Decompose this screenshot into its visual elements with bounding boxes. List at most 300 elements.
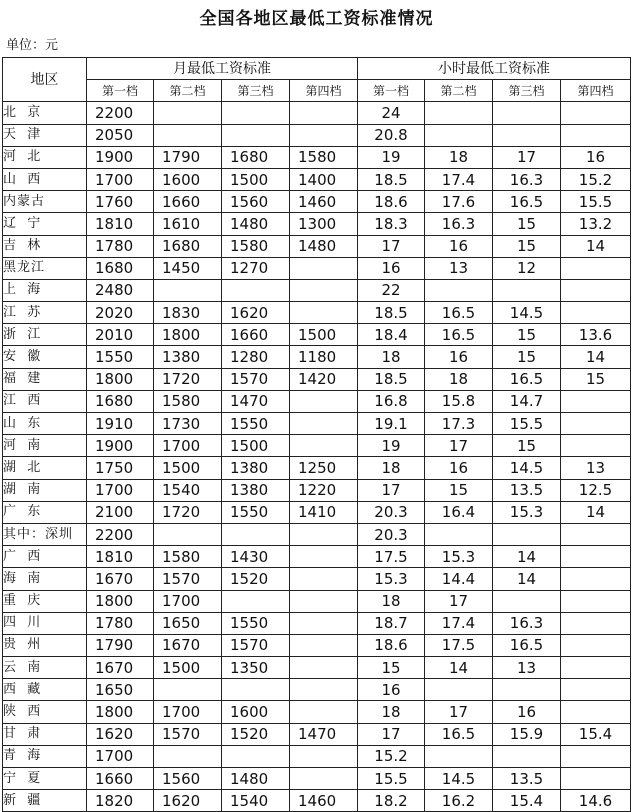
hourly-tier-2-value: 17 <box>425 590 493 612</box>
monthly-tier-2-value: 1720 <box>154 501 222 523</box>
region-name: 安 徽 <box>3 346 87 368</box>
hourly-tier-1-value: 17 <box>358 723 425 745</box>
hourly-tier-4-value: 16 <box>561 146 631 168</box>
monthly-tier-1-value: 2050 <box>87 124 154 146</box>
monthly-tier-3-value: 1570 <box>222 368 290 390</box>
monthly-tier-3-value: 1580 <box>222 235 290 257</box>
hourly-tier-4-value: 13.2 <box>561 213 631 235</box>
hourly-tier-3-value <box>493 279 561 301</box>
hourly-tier-3-value: 14.5 <box>493 302 561 324</box>
hourly-tier-1-value: 18.4 <box>358 324 425 346</box>
table-row <box>3 523 631 545</box>
table-row <box>3 146 631 168</box>
hourly-tier-4-value: 13.6 <box>561 324 631 346</box>
region-name: 北 京 <box>3 102 87 124</box>
hourly-tier-4-value <box>561 102 631 124</box>
monthly-tier-4-value: 1470 <box>290 723 358 745</box>
region-name: 陕 西 <box>3 701 87 723</box>
hourly-tier-2-value: 16.2 <box>425 790 493 812</box>
monthly-tier-3-value <box>222 679 290 701</box>
monthly-tier-3-value <box>222 102 290 124</box>
hourly-tier-1-value: 22 <box>358 279 425 301</box>
hourly-tier-1-value: 15.5 <box>358 768 425 790</box>
hourly-tier-2-value: 18 <box>425 146 493 168</box>
monthly-tier-1-value: 1780 <box>87 235 154 257</box>
hourly-tier-4-value <box>561 634 631 656</box>
hourly-tier-2-value: 16.5 <box>425 302 493 324</box>
region-name: 新 疆 <box>3 790 87 812</box>
monthly-tier-1-value: 1780 <box>87 612 154 634</box>
monthly-tier-2-value <box>154 745 222 767</box>
region-name: 上 海 <box>3 279 87 301</box>
region-name: 河 北 <box>3 146 87 168</box>
hourly-tier-1-value: 17 <box>358 479 425 501</box>
monthly-tier-3-value: 1280 <box>222 346 290 368</box>
monthly-tier-2-value <box>154 679 222 701</box>
region-name: 内蒙古 <box>3 191 87 213</box>
hourly-tier-2-value <box>425 523 493 545</box>
monthly-tier-1-value: 1910 <box>87 413 154 435</box>
hourly-tier-4-value: 15.4 <box>561 723 631 745</box>
hourly-tier-4-value <box>561 568 631 590</box>
hourly-tier-4-value: 15 <box>561 368 631 390</box>
monthly-tier-1-value: 1900 <box>87 146 154 168</box>
monthly-tier-4-value <box>290 279 358 301</box>
hourly-tier-1-value: 20.3 <box>358 501 425 523</box>
table-row <box>3 302 631 324</box>
monthly-tier-2-value: 1570 <box>154 568 222 590</box>
region-name: 辽 宁 <box>3 213 87 235</box>
monthly-tier-1-value: 1800 <box>87 368 154 390</box>
table-row <box>3 457 631 479</box>
monthly-tier-2-value: 1580 <box>154 390 222 412</box>
monthly-tier-1-value: 1760 <box>87 191 154 213</box>
monthly-tier-1-value: 1550 <box>87 346 154 368</box>
table-row <box>3 124 631 146</box>
hourly-tier-4-value <box>561 701 631 723</box>
monthly-tier-4-value: 1250 <box>290 457 358 479</box>
monthly-tier-2-value: 1540 <box>154 479 222 501</box>
monthly-tier-2-value <box>154 102 222 124</box>
monthly-tier-2-value: 1800 <box>154 324 222 346</box>
monthly-tier-4-value: 1410 <box>290 501 358 523</box>
hourly-tier-4-value <box>561 124 631 146</box>
table-row <box>3 568 631 590</box>
monthly-tier-3-value: 1560 <box>222 191 290 213</box>
table-row <box>3 235 631 257</box>
hourly-tier-2-value: 15 <box>425 479 493 501</box>
monthly-tier-3-value: 1550 <box>222 501 290 523</box>
monthly-tier-1-value: 1670 <box>87 657 154 679</box>
region-name: 江 西 <box>3 390 87 412</box>
hourly-tier-2-value: 14 <box>425 657 493 679</box>
region-name: 天 津 <box>3 124 87 146</box>
monthly-tier-3-value: 1570 <box>222 634 290 656</box>
monthly-tier-1-value: 1700 <box>87 168 154 190</box>
monthly-tier-3-value: 1540 <box>222 790 290 812</box>
hourly-tier-1-value: 18.5 <box>358 302 425 324</box>
hourly-tier-2-value: 17.5 <box>425 634 493 656</box>
hourly-tier-1-value: 15.2 <box>358 745 425 767</box>
hourly-tier-3-value: 15 <box>493 346 561 368</box>
hourly-tier-4-value: 15.2 <box>561 168 631 190</box>
hourly-tier-2-value: 15.3 <box>425 546 493 568</box>
monthly-tier-4-value <box>290 590 358 612</box>
hourly-tier-2-value <box>425 679 493 701</box>
table-row <box>3 257 631 279</box>
hourly-tier-1-value: 17 <box>358 235 425 257</box>
monthly-tier-4-value <box>290 612 358 634</box>
hourly-tier-4-value <box>561 257 631 279</box>
region-name: 云 南 <box>3 657 87 679</box>
hourly-tier-3-value: 16 <box>493 701 561 723</box>
table-row <box>3 790 631 812</box>
hourly-tier-4-value <box>561 413 631 435</box>
table-row <box>3 479 631 501</box>
monthly-tier-1-value: 1810 <box>87 546 154 568</box>
hourly-tier-1-value: 18.5 <box>358 368 425 390</box>
hourly-tier-4-value <box>561 279 631 301</box>
hourly-tier-2-value: 17 <box>425 435 493 457</box>
hourly-tier-1-value: 18.6 <box>358 191 425 213</box>
hourly-tier-4-value <box>561 768 631 790</box>
table-row <box>3 768 631 790</box>
hourly-tier-2-value: 16.5 <box>425 723 493 745</box>
table-row <box>3 168 631 190</box>
monthly-tier-1-value: 1680 <box>87 390 154 412</box>
monthly-tier-2-value: 1450 <box>154 257 222 279</box>
hourly-tier-3-value: 13.5 <box>493 768 561 790</box>
hourly-tier-1-value: 19 <box>358 435 425 457</box>
monthly-tier-2-value: 1560 <box>154 768 222 790</box>
monthly-tier-3-value: 1660 <box>222 324 290 346</box>
region-name: 其中：深圳 <box>3 523 87 545</box>
monthly-tier-1-value: 1800 <box>87 590 154 612</box>
hourly-tier-2-value: 14.5 <box>425 768 493 790</box>
hourly-tier-1-value: 18 <box>358 457 425 479</box>
page-title: 全国各地区最低工资标准情况 <box>199 9 434 29</box>
monthly-tier-4-value <box>290 657 358 679</box>
monthly-tier-2-value: 1790 <box>154 146 222 168</box>
monthly-tier-3-value: 1430 <box>222 546 290 568</box>
hourly-tier-3-value: 15 <box>493 235 561 257</box>
hourly-tier-4-value <box>561 390 631 412</box>
hourly-tier-2-value: 16 <box>425 457 493 479</box>
table-row <box>3 368 631 390</box>
hourly-tier-2-value: 15.8 <box>425 390 493 412</box>
hourly-tier-1-value: 20.8 <box>358 124 425 146</box>
hourly-tier-1-value: 18.3 <box>358 213 425 235</box>
monthly-tier-4-value <box>290 568 358 590</box>
monthly-tier-4-value <box>290 413 358 435</box>
region-name: 江 苏 <box>3 302 87 324</box>
hourly-tier-2-value: 17.4 <box>425 168 493 190</box>
hourly-tier-2-value: 17.3 <box>425 413 493 435</box>
monthly-tier-1-header: 第一档 <box>87 80 154 102</box>
region-name: 宁 夏 <box>3 768 87 790</box>
region-column-header: 地区 <box>3 58 87 102</box>
monthly-tier-2-value: 1570 <box>154 723 222 745</box>
monthly-tier-1-value: 1660 <box>87 768 154 790</box>
hourly-tier-2-value: 16.5 <box>425 324 493 346</box>
monthly-tier-3-value: 1470 <box>222 390 290 412</box>
monthly-tier-4-value: 1460 <box>290 790 358 812</box>
monthly-tier-1-value: 1900 <box>87 435 154 457</box>
hourly-tier-2-value: 18 <box>425 368 493 390</box>
hourly-tier-1-value: 18 <box>358 701 425 723</box>
region-name: 湖 北 <box>3 457 87 479</box>
hourly-tier-2-value <box>425 124 493 146</box>
hourly-tier-4-value: 14 <box>561 501 631 523</box>
region-name: 浙 江 <box>3 324 87 346</box>
region-name: 重 庆 <box>3 590 87 612</box>
region-name: 广 东 <box>3 501 87 523</box>
hourly-tier-3-value: 16.5 <box>493 368 561 390</box>
monthly-tier-2-value: 1730 <box>154 413 222 435</box>
monthly-tier-2-value: 1650 <box>154 612 222 634</box>
monthly-tier-2-value: 1660 <box>154 191 222 213</box>
monthly-tier-4-value <box>290 679 358 701</box>
monthly-tier-3-value: 1550 <box>222 612 290 634</box>
monthly-tier-1-value: 1750 <box>87 457 154 479</box>
hourly-tier-1-value: 16 <box>358 257 425 279</box>
hourly-tier-3-value: 12 <box>493 257 561 279</box>
monthly-tier-1-value: 2020 <box>87 302 154 324</box>
monthly-tier-3-value: 1520 <box>222 568 290 590</box>
table-row <box>3 279 631 301</box>
monthly-tier-3-value <box>222 745 290 767</box>
hourly-tier-3-value: 15.4 <box>493 790 561 812</box>
hourly-tier-2-value <box>425 745 493 767</box>
monthly-tier-4-value: 1420 <box>290 368 358 390</box>
monthly-tier-2-value: 1500 <box>154 457 222 479</box>
monthly-tier-4-value <box>290 102 358 124</box>
monthly-tier-4-value <box>290 257 358 279</box>
table-row <box>3 102 631 124</box>
hourly-tier-2-value: 13 <box>425 257 493 279</box>
monthly-tier-4-value <box>290 124 358 146</box>
monthly-tier-4-value: 1300 <box>290 213 358 235</box>
hourly-tier-4-value <box>561 435 631 457</box>
monthly-tier-3-value: 1550 <box>222 413 290 435</box>
hourly-tier-2-header: 第二档 <box>425 80 493 102</box>
monthly-tier-3-value <box>222 590 290 612</box>
monthly-tier-3-value: 1480 <box>222 768 290 790</box>
hourly-tier-2-value <box>425 102 493 124</box>
hourly-tier-4-value <box>561 612 631 634</box>
monthly-tier-4-header: 第四档 <box>290 80 358 102</box>
monthly-tier-3-value: 1680 <box>222 146 290 168</box>
hourly-tier-3-value: 15 <box>493 324 561 346</box>
hourly-tier-3-value: 16.3 <box>493 612 561 634</box>
hourly-tier-4-value <box>561 679 631 701</box>
monthly-tier-2-value: 1610 <box>154 213 222 235</box>
monthly-tier-3-value: 1620 <box>222 302 290 324</box>
hourly-tier-2-value: 16.4 <box>425 501 493 523</box>
hourly-tier-1-value: 18.2 <box>358 790 425 812</box>
monthly-tier-4-value: 1480 <box>290 235 358 257</box>
hourly-tier-2-value: 16.3 <box>425 213 493 235</box>
hourly-tier-3-value: 14 <box>493 568 561 590</box>
monthly-tier-4-value <box>290 634 358 656</box>
region-name: 甘 肃 <box>3 723 87 745</box>
monthly-tier-2-value: 1600 <box>154 168 222 190</box>
hourly-tier-3-value: 15 <box>493 435 561 457</box>
hourly-tier-2-value: 17.4 <box>425 612 493 634</box>
monthly-tier-2-value <box>154 523 222 545</box>
monthly-tier-4-value <box>290 523 358 545</box>
region-name: 海 南 <box>3 568 87 590</box>
region-name: 福 建 <box>3 368 87 390</box>
hourly-tier-4-header: 第四档 <box>561 80 631 102</box>
monthly-tier-3-value: 1480 <box>222 213 290 235</box>
hourly-tier-1-value: 16 <box>358 679 425 701</box>
hourly-tier-4-value <box>561 523 631 545</box>
table-row <box>3 634 631 656</box>
monthly-tier-3-value: 1600 <box>222 701 290 723</box>
monthly-tier-4-value <box>290 745 358 767</box>
monthly-tier-3-value: 1500 <box>222 435 290 457</box>
table-row <box>3 657 631 679</box>
hourly-tier-3-value <box>493 124 561 146</box>
region-name: 四 川 <box>3 612 87 634</box>
region-name: 山 西 <box>3 168 87 190</box>
hourly-tier-2-value: 17.6 <box>425 191 493 213</box>
hourly-tier-2-value: 16 <box>425 235 493 257</box>
hourly-tier-3-value: 15 <box>493 213 561 235</box>
hourly-tier-2-value: 17 <box>425 701 493 723</box>
monthly-tier-1-value: 1680 <box>87 257 154 279</box>
monthly-tier-2-value <box>154 279 222 301</box>
monthly-tier-1-value: 2200 <box>87 102 154 124</box>
hourly-tier-4-value: 14.6 <box>561 790 631 812</box>
region-name: 山 东 <box>3 413 87 435</box>
hourly-tier-4-value <box>561 546 631 568</box>
monthly-tier-4-value <box>290 701 358 723</box>
hourly-tier-3-value: 14.7 <box>493 390 561 412</box>
table-row <box>3 590 631 612</box>
monthly-tier-4-value: 1180 <box>290 346 358 368</box>
table-row <box>3 324 631 346</box>
hourly-tier-1-value: 18 <box>358 346 425 368</box>
region-name: 广 西 <box>3 546 87 568</box>
table-row <box>3 413 631 435</box>
monthly-tier-4-value <box>290 546 358 568</box>
hourly-tier-1-value: 17.5 <box>358 546 425 568</box>
hourly-tier-3-header: 第三档 <box>493 80 561 102</box>
monthly-tier-1-value: 1820 <box>87 790 154 812</box>
hourly-group-header: 小时最低工资标准 <box>358 58 631 80</box>
hourly-tier-2-value: 14.4 <box>425 568 493 590</box>
hourly-tier-4-value <box>561 590 631 612</box>
hourly-tier-3-value: 14 <box>493 546 561 568</box>
region-name: 河 南 <box>3 435 87 457</box>
monthly-tier-2-value: 1720 <box>154 368 222 390</box>
header-row-groups <box>3 58 631 80</box>
monthly-tier-2-value: 1670 <box>154 634 222 656</box>
table-row <box>3 723 631 745</box>
monthly-tier-1-value: 1650 <box>87 679 154 701</box>
hourly-tier-3-value: 16.3 <box>493 168 561 190</box>
hourly-tier-4-value <box>561 745 631 767</box>
hourly-tier-1-value: 20.3 <box>358 523 425 545</box>
monthly-tier-3-value: 1500 <box>222 168 290 190</box>
monthly-tier-4-value <box>290 390 358 412</box>
monthly-tier-4-value: 1580 <box>290 146 358 168</box>
monthly-tier-1-value: 1700 <box>87 745 154 767</box>
wage-table <box>2 57 631 812</box>
hourly-tier-3-value <box>493 745 561 767</box>
monthly-tier-1-value: 2100 <box>87 501 154 523</box>
monthly-tier-1-value: 2010 <box>87 324 154 346</box>
hourly-tier-3-value <box>493 590 561 612</box>
monthly-tier-2-value: 1500 <box>154 657 222 679</box>
monthly-tier-2-value: 1700 <box>154 701 222 723</box>
hourly-tier-4-value <box>561 657 631 679</box>
monthly-tier-3-value: 1270 <box>222 257 290 279</box>
hourly-tier-4-value: 13 <box>561 457 631 479</box>
monthly-group-header: 月最低工资标准 <box>87 58 358 80</box>
hourly-tier-3-value: 16.5 <box>493 634 561 656</box>
wage-table-body <box>3 102 631 812</box>
hourly-tier-3-value <box>493 523 561 545</box>
region-name: 黑龙江 <box>3 257 87 279</box>
monthly-tier-1-value: 2480 <box>87 279 154 301</box>
region-name: 青 海 <box>3 745 87 767</box>
monthly-tier-3-value <box>222 279 290 301</box>
monthly-tier-2-value: 1700 <box>154 590 222 612</box>
hourly-tier-1-value: 19 <box>358 146 425 168</box>
hourly-tier-3-value: 15.5 <box>493 413 561 435</box>
unit-label: 单位：元 <box>6 38 59 53</box>
monthly-tier-1-value: 1790 <box>87 634 154 656</box>
hourly-tier-4-value: 12.5 <box>561 479 631 501</box>
monthly-tier-3-header: 第三档 <box>222 80 290 102</box>
monthly-tier-1-value: 1800 <box>87 701 154 723</box>
monthly-tier-2-value: 1380 <box>154 346 222 368</box>
hourly-tier-4-value: 15.5 <box>561 191 631 213</box>
hourly-tier-1-value: 16.8 <box>358 390 425 412</box>
monthly-tier-2-header: 第二档 <box>154 80 222 102</box>
monthly-tier-2-value: 1620 <box>154 790 222 812</box>
monthly-tier-1-value: 1620 <box>87 723 154 745</box>
table-row <box>3 346 631 368</box>
hourly-tier-3-value: 15.3 <box>493 501 561 523</box>
monthly-tier-3-value: 1380 <box>222 457 290 479</box>
monthly-tier-4-value <box>290 435 358 457</box>
monthly-tier-4-value: 1400 <box>290 168 358 190</box>
table-row <box>3 191 631 213</box>
table-row <box>3 213 631 235</box>
hourly-tier-1-value: 15.3 <box>358 568 425 590</box>
hourly-tier-1-value: 18.7 <box>358 612 425 634</box>
table-row <box>3 501 631 523</box>
monthly-tier-2-value: 1580 <box>154 546 222 568</box>
monthly-tier-4-value: 1500 <box>290 324 358 346</box>
monthly-tier-2-value: 1830 <box>154 302 222 324</box>
hourly-tier-3-value: 14.5 <box>493 457 561 479</box>
hourly-tier-3-value <box>493 679 561 701</box>
region-name: 西 藏 <box>3 679 87 701</box>
monthly-tier-2-value <box>154 124 222 146</box>
monthly-tier-2-value: 1700 <box>154 435 222 457</box>
table-row <box>3 701 631 723</box>
hourly-tier-3-value: 15.9 <box>493 723 561 745</box>
hourly-tier-3-value: 13.5 <box>493 479 561 501</box>
monthly-tier-3-value: 1520 <box>222 723 290 745</box>
hourly-tier-4-value <box>561 302 631 324</box>
table-row <box>3 435 631 457</box>
